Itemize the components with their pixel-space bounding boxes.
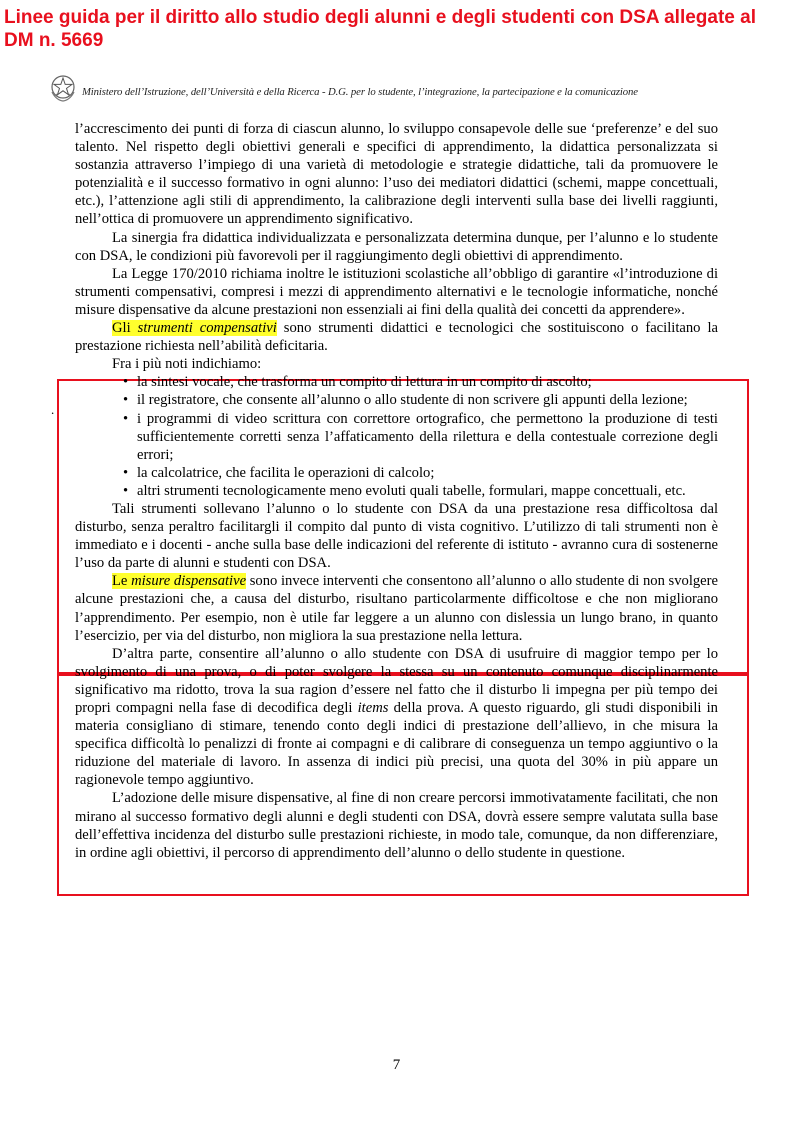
highlighted-text: Le misure dispensative — [112, 573, 247, 590]
paragraph-compensatory-tools: Gli strumenti compensativi sono strumenti didattici e tecnologici che sostituiscono o facilitano la prestazione richiesta nell’abilità deficitaria. — [75, 320, 718, 355]
paragraph: Tali strumenti sollevano l’alunno o lo studente con DSA da una prestazione resa difficoltosa dal disturbo, senza peraltro facilitargli il compito dal punto di vista cognitivo. L’utilizzo di tali strumenti non è immediato e i docenti - anche sulla base delle indicazioni del referente di istituto - avranno cura di sostenerne l’uso da parte di alunni e studenti con DSA. — [75, 500, 718, 572]
list-item: • la calcolatrice, che facilita le operazioni di calcolo; — [137, 464, 718, 482]
stray-dot: . — [51, 402, 55, 417]
page-number: 7 — [392, 1057, 401, 1073]
highlighted-text: Gli strumenti compensativi — [112, 320, 277, 337]
list-item: • altri strumenti tecnologicamente meno evoluti quali tabelle, formulari, mappe concettuali, etc. — [137, 482, 718, 500]
paragraph: Fra i più noti indichiamo: — [112, 356, 262, 373]
paragraph-dispensatory-measures: Le misure dispensative sono invece interventi che consentono all’alunno o allo studente di non svolgere alcune prestazioni che, a causa del disturbo, risultano particolarmente difficoltose e che non migliorano l’apprendimento. Per esempio, non è utile far leggere a un alunno con dislessia un lungo brano, in quanto l’esercizio, per via del disturbo, non migliora la sua prestazione nella lettura. — [75, 573, 718, 644]
paragraph: La Legge 170/2010 richiama inoltre le istituzioni scolastiche all’obbligo di garantire «l’introduzione di strumenti compensativi, compresi i mezzi di apprendimento alternativi e le tecnologie informatiche, nonché misure dispensative da alcune prestazioni non essenziali ai fini della qualità dei concetti da apprendere». — [75, 265, 718, 318]
list-item: • il registratore, che consente all’alunno o allo studente di non scrivere gli appunti della lezione; — [137, 391, 718, 409]
italian-republic-emblem-icon — [48, 72, 78, 104]
list-item: • la sintesi vocale, che trasforma un compito di lettura in un compito di ascolto; — [137, 373, 718, 391]
document-body — [75, 120, 718, 862]
paragraph: La sinergia fra didattica individualizzata e personalizzata determina dunque, per l’alunno e lo studente con DSA, le condizioni più favorevoli per il raggiungimento degli obiettivi di apprendimento. — [75, 229, 718, 264]
list-item: • i programmi di video scrittura con correttore ortografico, che permettono la produzione di testi sufficientemente corretti senza l’affaticamento della rilettura e della contestuale correzione degli errori; — [137, 410, 718, 464]
ministry-header — [48, 72, 788, 108]
ministry-line: Ministero dell’Istruzione, dell’Università e della Ricerca - D.G. per lo studente, l’integrazione, la partecipazione e la comunicazione — [82, 86, 638, 98]
paragraph: L’adozione delle misure dispensative, al fine di non creare percorsi immotivatamente facilitati, che non mirano al successo formativo degli alunni e degli studenti con DSA, dovrà essere sempre valutata sulla base dell’effettiva incidenza del disturbo sulle prestazioni richieste, in modo tale, comunque, da non differenziare, in ordine agli obiettivi, il percorso di apprendimento dell’alunno o dello studente in questione. — [75, 790, 718, 861]
paragraph: l’accrescimento dei punti di forza di ciascun alunno, lo sviluppo consapevole delle sue ‘preferenze’ e del suo talento. Nel rispetto degli obiettivi generali e specifici di apprendimento, la didattica personalizzata si sostanzia attraverso l’impiego di una varietà di metodologie e strategie didattiche, tali da promuovere le potenzialità e il successo formativo in ogni alunno: l’uso dei mediatori didattici (schemi, mappe concettuali, etc.), l’attenzione agli stili di apprendimento, la calibrazione degli interventi sulla base dei livelli raggiunti, nell’ottica di promuovere un apprendimento significativo. — [75, 121, 718, 228]
paragraph: D’altra parte, consentire all’alunno o allo studente con DSA di usufruire di maggior tempo per lo svolgimento di una prova, o di poter svolgere la stessa su un contenuto comunque disciplinarmente significativo ma ridotto, trova la sua ragion d’essere nel fatto che il disturbo li impegna per più tempo dei propri compagni nella fase di decodifica degli items della prova. A questo riguardo, gli studi disponibili in materia consigliano di stimare, tenendo conto degli indici di prestazione dell’allievo, in che misura la specifica difficoltà lo penalizzi di fronte ai compagni e di calibrare di conseguenza un tempo aggiuntivo o la riduzione del materiale di lavoro. In assenza di indici più precisi, una quota del 30% in più appare un ragionevole tempo aggiuntivo. — [75, 645, 718, 789]
document-title: Linee guida per il diritto allo studio degli alunni e degli studenti con DSA allegate al DM n. 5669 — [4, 7, 756, 51]
tools-list — [75, 373, 718, 500]
